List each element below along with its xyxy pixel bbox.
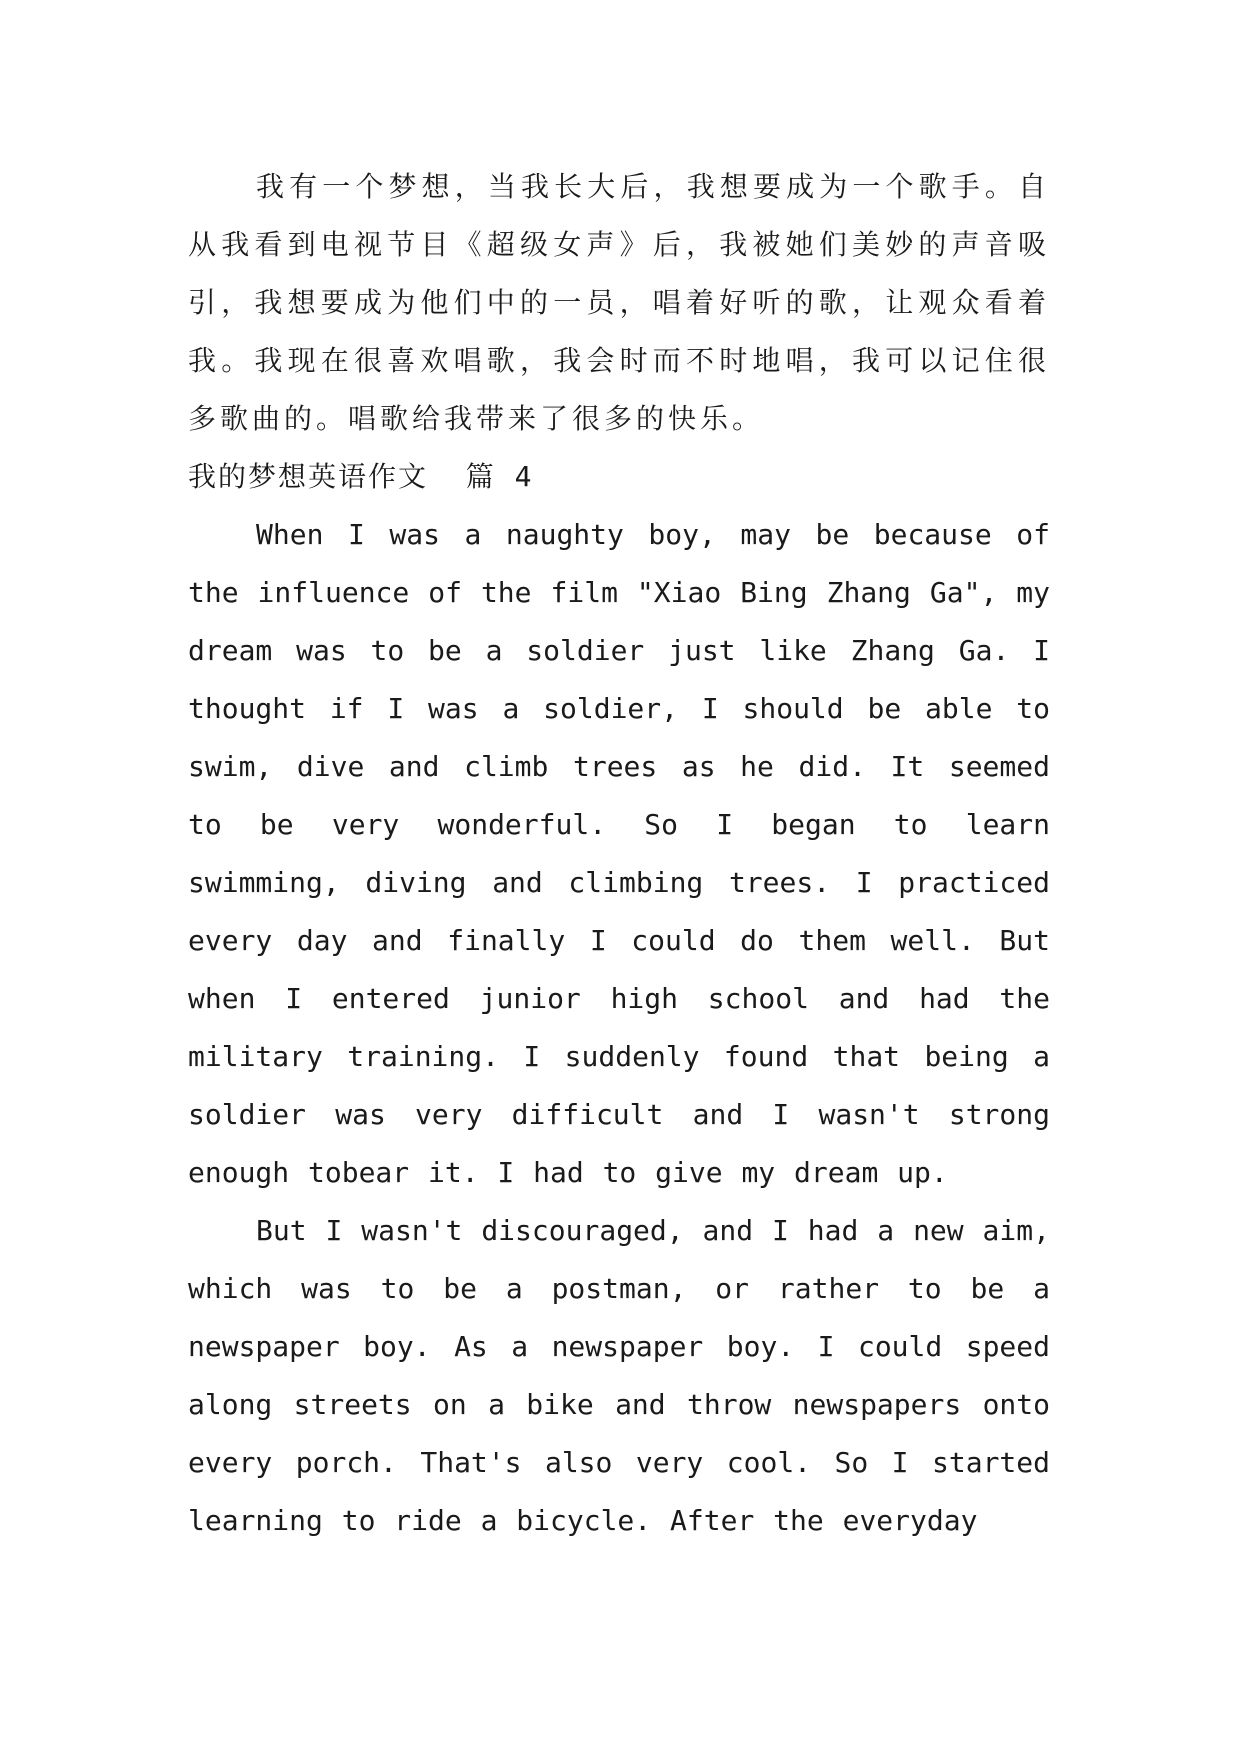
- body-paragraph-chinese: 我有一个梦想，当我长大后，我想要成为一个歌手。自从我看到电视节目《超级女声》后，我被她们美妙的声音吸引，我想要成为他们中的一员，唱着好听的歌，让观众看着我。我现在很喜欢唱歌，我会时而不时地唱，我可以记住很多歌曲的。唱歌给我带来了很多的快乐。: [188, 170, 1050, 435]
- document-page: [188, 158, 1050, 1550]
- body-paragraph-english-2: But I wasn't discouraged, and I had a new aim, which was to be a postman, or rather to be a newspaper boy. As a newspaper boy. I could speed along streets on a bike and throw newspapers onto every porch. That's also very cool. So I started learning to ride a bicycle. After the everyday: [188, 1214, 1050, 1537]
- body-paragraph-english-1: When I was a naughty boy, may be because of the influence of the film "Xiao Bing Zhang Ga", my dream was to be a soldier just like Zhang Ga. I thought if I was a soldier, I should be able to swim, dive and climb trees as he did. It seemed to be very wonderful. So I began to learn swimming, diving and climbing trees. I practiced every day and finally I could do them well. But when I entered junior high school and had the military training. I suddenly found that being a soldier was very difficult and I wasn't strong enough tobear it. I had to give my dream up.: [188, 518, 1050, 1189]
- section-heading: 我的梦想英语作文 篇 4: [188, 460, 534, 493]
